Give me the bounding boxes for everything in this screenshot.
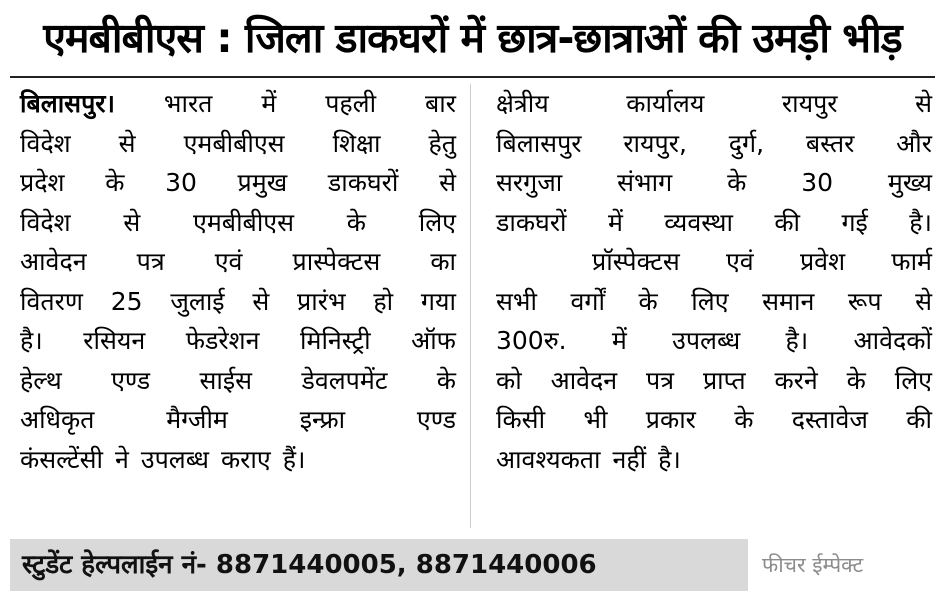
article-word: है। bbox=[658, 444, 681, 474]
article-word: में bbox=[611, 326, 627, 355]
article-word: एमबीबीएस bbox=[193, 207, 295, 237]
article-word: का bbox=[430, 247, 456, 276]
article-line bbox=[496, 400, 932, 440]
article-word: से bbox=[915, 89, 932, 118]
article-word: लिए bbox=[691, 286, 729, 316]
article-word: डेवलपमेंट bbox=[301, 365, 388, 395]
article-line bbox=[496, 84, 932, 124]
dateline: बिलासपुर। bbox=[20, 89, 115, 118]
article-word: अधिकृत bbox=[20, 405, 95, 434]
article-word: जुलाई bbox=[170, 286, 225, 316]
left-column bbox=[20, 84, 456, 479]
article-word: 30 bbox=[165, 168, 197, 197]
feature-credit: फीचर ईम्पेक्ट bbox=[762, 553, 864, 577]
footer bbox=[0, 539, 945, 591]
article-word: आवेदकों bbox=[853, 326, 932, 355]
article-word: फार्म bbox=[891, 247, 932, 276]
article-word: कंसल्टेंसी bbox=[20, 444, 103, 474]
article-word: साईस bbox=[199, 365, 253, 395]
article-word: नहीं bbox=[612, 444, 647, 474]
article-word: कराए bbox=[220, 444, 271, 474]
article-word: शिक्षा bbox=[332, 128, 381, 158]
article-word: और bbox=[896, 128, 932, 158]
right-column bbox=[496, 84, 932, 479]
article-word: एमबीबीएस bbox=[183, 128, 285, 158]
article-word: बस्तर bbox=[805, 128, 855, 158]
article-word: आवेदन bbox=[20, 247, 87, 276]
article-word: के bbox=[436, 365, 456, 395]
article-word: के bbox=[734, 405, 754, 434]
article-line bbox=[20, 84, 456, 124]
article-word: किसी bbox=[496, 405, 546, 434]
article-word: प्रमुख bbox=[237, 168, 288, 197]
article-line bbox=[496, 361, 932, 401]
article-word: है। bbox=[785, 326, 809, 355]
article-word: उपलब्ध bbox=[140, 444, 209, 474]
article-line bbox=[496, 321, 932, 361]
article-word: बिलासपुर bbox=[496, 128, 582, 158]
article-line bbox=[496, 440, 932, 480]
article-line bbox=[20, 203, 456, 243]
article-word: गई bbox=[841, 207, 868, 237]
article-word: रायपुर bbox=[781, 89, 838, 118]
article-line bbox=[496, 282, 932, 322]
headline-rule bbox=[10, 76, 935, 78]
article-word: 25 bbox=[110, 286, 143, 316]
article-word: प्रारंभ bbox=[297, 286, 346, 316]
article-word: से bbox=[252, 286, 270, 316]
headline: एमबीबीएस : जिला डाकघरों में छात्र-छात्राओं की उमड़ी भीड़ bbox=[43, 14, 902, 62]
article-word: मुख्य bbox=[887, 168, 932, 197]
article-word: पत्र bbox=[646, 365, 675, 395]
article-word: भारत bbox=[163, 89, 213, 118]
article-word: प्रकार bbox=[645, 405, 696, 434]
article-word: फेडरेशन bbox=[185, 326, 260, 355]
article-word: प्राप्त bbox=[702, 365, 746, 395]
article-word: सरगुजा bbox=[496, 168, 563, 197]
article-word: एवं bbox=[725, 247, 754, 276]
article-word: रायपुर, bbox=[623, 128, 687, 158]
article-word: प्रास्पेक्टस bbox=[292, 247, 381, 276]
article-word: एण्ड bbox=[416, 405, 456, 434]
article-word: पहली bbox=[325, 89, 377, 118]
article-word: है। bbox=[909, 207, 932, 237]
article-line bbox=[496, 203, 932, 243]
article-word: सभी bbox=[496, 286, 537, 316]
article-word: दस्तावेज bbox=[791, 405, 868, 434]
article-word: है। bbox=[20, 326, 43, 355]
article-line bbox=[20, 361, 456, 401]
article-word: गया bbox=[420, 286, 456, 316]
article-word: हैं। bbox=[282, 444, 306, 474]
article-word: मिनिस्ट्री bbox=[300, 326, 371, 355]
article-word: हो bbox=[373, 286, 394, 316]
article-word: के bbox=[846, 365, 866, 395]
article-line bbox=[20, 282, 456, 322]
article-word: से bbox=[915, 286, 932, 316]
article-word: आवेदन bbox=[550, 365, 618, 395]
article-word: विदेश bbox=[20, 128, 71, 158]
article-word: लिए bbox=[894, 365, 932, 395]
article-word: डाकघरों bbox=[327, 168, 399, 197]
article-word: से bbox=[123, 207, 141, 237]
article-line bbox=[20, 440, 456, 480]
article-word: की bbox=[774, 207, 801, 237]
article-word: हेतु bbox=[428, 128, 456, 158]
article-word: वितरण bbox=[20, 286, 83, 316]
article-word: कार्यालय bbox=[626, 89, 705, 118]
article-word: में bbox=[607, 207, 623, 237]
article-word: 30 bbox=[801, 168, 833, 197]
article-word: में bbox=[261, 89, 277, 118]
article-word: संभाग bbox=[617, 168, 673, 197]
article-word: एवं bbox=[214, 247, 243, 276]
article-line bbox=[496, 163, 932, 203]
article-word: पत्र bbox=[136, 247, 165, 276]
article-line bbox=[20, 124, 456, 164]
article-word: के bbox=[727, 168, 747, 197]
article-word: हेल्थ bbox=[20, 365, 62, 395]
article-word: के bbox=[638, 286, 658, 316]
article-word: डाकघरों bbox=[496, 207, 567, 237]
article-word: से bbox=[439, 168, 456, 197]
article-word: क्षेत्रीय bbox=[496, 89, 549, 118]
column-divider bbox=[470, 84, 471, 528]
article-word: के bbox=[346, 207, 366, 237]
helpline-text: स्टुडेंट हेल्पलाईन नं- 8871440005, 8871440006 bbox=[22, 550, 597, 580]
article-word: को bbox=[496, 365, 522, 395]
article-word: प्रॉस्पेक्टस bbox=[592, 247, 680, 276]
article-word: ऑफ bbox=[411, 326, 456, 355]
article-word: के bbox=[105, 168, 125, 197]
article-word: इन्फ्रा bbox=[299, 405, 346, 434]
article-word: एण्ड bbox=[111, 365, 151, 395]
article-word: करने bbox=[774, 365, 818, 395]
article-word: उपलब्ध bbox=[672, 326, 741, 355]
article-word: भी bbox=[583, 405, 608, 434]
article-line bbox=[20, 242, 456, 282]
article-word: लिए bbox=[418, 207, 456, 237]
article-word: की bbox=[906, 405, 932, 434]
article-line bbox=[496, 242, 932, 282]
article-word: समान bbox=[762, 286, 815, 316]
article-line bbox=[20, 321, 456, 361]
article-word: प्रवेश bbox=[799, 247, 846, 276]
article-word: 300रु. bbox=[496, 326, 567, 355]
article-word: मैग्जीम bbox=[166, 405, 228, 434]
article-line bbox=[20, 400, 456, 440]
article-word: व्यवस्था bbox=[664, 207, 733, 237]
article-word: बार bbox=[425, 89, 456, 118]
article-line bbox=[496, 124, 932, 164]
article-word: ने bbox=[114, 444, 129, 474]
article-word: रूप bbox=[847, 286, 882, 316]
article-word: आवश्यकता bbox=[496, 444, 601, 474]
article-word: रसियन bbox=[83, 326, 146, 355]
article-word: वर्गों bbox=[570, 286, 605, 316]
article-word: प्रदेश bbox=[20, 168, 65, 197]
article-word: विदेश bbox=[20, 207, 71, 237]
article-line bbox=[20, 163, 456, 203]
article-word: दुर्ग, bbox=[728, 128, 765, 158]
article-word: से bbox=[118, 128, 136, 158]
